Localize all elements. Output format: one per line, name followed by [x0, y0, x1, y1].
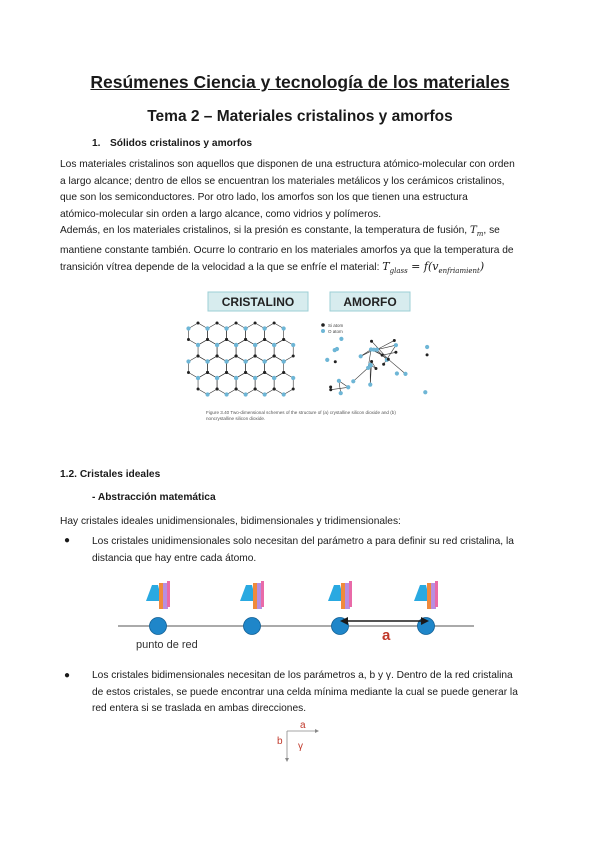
si-atom — [381, 354, 384, 357]
o-atom — [262, 326, 266, 330]
si-atom — [282, 338, 285, 341]
si-atom — [282, 371, 285, 374]
o-atom — [234, 376, 238, 380]
amorphous-bond — [377, 345, 396, 349]
section-2-heading: 1.2. Cristales ideales — [60, 469, 161, 480]
lattice-point — [244, 618, 261, 635]
o-atom — [368, 363, 372, 367]
si-atom — [394, 351, 397, 354]
one-dimensional-lattice-figure — [118, 578, 474, 658]
molecule-bar-pink — [349, 581, 352, 607]
o-atom — [263, 392, 267, 396]
tm-t: T — [469, 225, 477, 236]
paragraph-1-line: Los materiales cristalinos son aquellos que disponen de una estructura atómico-molecular con orden — [60, 159, 515, 170]
crystal-bond — [265, 323, 284, 345]
legend-si: Si atom — [328, 323, 344, 328]
si-atom — [235, 322, 238, 325]
si-atom — [273, 322, 276, 325]
si-atom — [370, 340, 373, 343]
si-atom — [216, 322, 219, 325]
si-atom — [393, 339, 396, 342]
o-atom — [224, 359, 228, 363]
o-atom — [253, 343, 257, 347]
paragraph-1-line: que son los semiconductores. Por otro lado, los amorfos son los que tienen una estructura — [60, 192, 468, 204]
bullet-1-line: Los cristales unidimensionales solo necesitan del parámetro a para definir su red cristalina, la — [92, 536, 514, 547]
si-atom — [197, 388, 200, 391]
o-atom — [225, 392, 229, 396]
crystal-bond — [198, 340, 217, 362]
si-atom — [235, 355, 238, 358]
si-atom — [329, 388, 332, 391]
o-atom — [359, 354, 363, 358]
crystal-bond — [217, 340, 236, 362]
amorphous-bond — [377, 340, 394, 349]
crystal-bond — [208, 323, 227, 345]
crystal-bond — [246, 356, 265, 378]
crystal-bond — [227, 356, 246, 378]
crystal-bond — [236, 373, 255, 395]
document-subtitle: Tema 2 – Materiales cristalinos y amorfos — [147, 108, 453, 125]
molecule-bar-pink — [435, 581, 438, 607]
bullet-1-text — [92, 534, 514, 567]
formula-t: T — [382, 260, 390, 274]
o-atom — [425, 345, 429, 349]
si-atom — [273, 388, 276, 391]
o-atom — [372, 348, 376, 352]
si-atom — [225, 338, 228, 341]
o-atom — [325, 358, 329, 362]
figure-1-caption: Figure 3.40 Two-dimensional schemes of the structure of (a) crystalline silicon dioxide and (b) noncrystalline silicon dioxide. — [206, 410, 396, 421]
formula-sub2: enfriamient — [438, 267, 480, 276]
si-atom — [197, 355, 200, 358]
o-atom — [282, 359, 286, 363]
label-crystalline: CRISTALINO — [221, 295, 295, 309]
si-atom — [370, 360, 373, 363]
si-atom — [263, 338, 266, 341]
lattice-point — [150, 618, 167, 635]
legend-dot-o — [321, 329, 325, 333]
axis-a-arrow — [315, 729, 319, 733]
o-atom — [186, 326, 190, 330]
paragraph-1-line: a largo alcance; dentro de ellos se encuentran los materiales metálicos y los cerámicos cristalinos, — [60, 175, 505, 187]
o-atom — [244, 392, 248, 396]
si-atom — [426, 353, 429, 356]
o-atom — [234, 343, 238, 347]
o-atom — [272, 376, 276, 380]
o-atom — [339, 337, 343, 341]
crystal-bond — [208, 356, 227, 378]
document-title: Resúmenes Ciencia y tecnología de los materiales — [90, 72, 510, 92]
o-atom — [205, 326, 209, 330]
crystal-bond — [274, 340, 293, 362]
param-a-label: a — [382, 627, 391, 644]
crystal-bond — [227, 323, 246, 345]
crystal-bond — [265, 356, 284, 378]
o-atom — [215, 343, 219, 347]
molecule-bar-pink — [261, 581, 264, 607]
si-atom — [216, 388, 219, 391]
si-atom — [235, 388, 238, 391]
crystal-bond — [188, 356, 207, 378]
paragraph-3: Hay cristales ideales unidimensionales, bidimensionales y tridimensionales: — [60, 516, 401, 527]
si-atom — [254, 355, 257, 358]
tm-symbol — [469, 225, 484, 239]
bullet-2-line: de estos cristales, se puede encontrar una celda mínima mediante la cual se puede generar la — [92, 686, 518, 698]
o-atom — [423, 390, 427, 394]
o-atom — [205, 392, 209, 396]
si-atom — [387, 358, 390, 361]
si-atom — [216, 355, 219, 358]
o-atom — [282, 392, 286, 396]
si-atom — [263, 371, 266, 374]
crystal-bond — [274, 373, 293, 395]
bullet-marker: ● — [64, 535, 71, 546]
section-2a-heading: - Abstracción matemática — [92, 492, 216, 503]
bullet-1-line: distancia que hay entre cada átomo. — [92, 552, 257, 564]
formula-eq: = f(v — [407, 260, 439, 274]
formula-close: ) — [479, 260, 485, 274]
paragraph-2-line — [60, 259, 514, 280]
o-atom — [291, 376, 295, 380]
formula-sub: glass — [389, 267, 408, 276]
si-atom — [254, 388, 257, 391]
o-atom — [282, 326, 286, 330]
section-1-heading: Sólidos cristalinos y amorfos — [110, 138, 253, 149]
si-atom — [374, 367, 377, 370]
gamma-label: γ — [298, 741, 303, 752]
paragraph-2-text: Además, en los materiales cristalinos, si la presión es constante, la temperatura de fusión, — [60, 225, 468, 236]
si-atom — [187, 338, 190, 341]
crystal-bond — [198, 373, 217, 395]
o-atom — [243, 359, 247, 363]
lattice-point-label: punto de red — [136, 639, 198, 651]
legend-dot-si — [321, 323, 325, 327]
paragraph-1-line: atómico-molecular sin orden a largo alcance, como vidrios y polímeros. — [60, 208, 382, 220]
si-atom — [225, 371, 228, 374]
si-atom — [334, 360, 337, 363]
bullet-2-line: Los cristales bidimensionales necesitan de los parámetros a, b y γ. Dentro de la red cristalina — [92, 670, 513, 681]
axis-b-arrow — [285, 758, 289, 762]
o-atom — [346, 385, 350, 389]
crystal-bond — [217, 373, 236, 395]
two-dimensional-cell-figure — [272, 718, 332, 768]
si-atom — [292, 355, 295, 358]
o-atom — [403, 372, 407, 376]
crystal-bond — [246, 323, 265, 345]
amorphous-network — [325, 337, 429, 395]
si-atom — [382, 363, 385, 366]
section-1-number: 1. — [92, 138, 101, 149]
si-atom — [329, 385, 332, 388]
label-amorphous: AMORFO — [343, 295, 397, 309]
molecule-bar-pink — [167, 581, 170, 607]
crystal-amorphous-figure — [180, 288, 460, 408]
o-atom — [243, 326, 247, 330]
o-atom — [368, 383, 372, 387]
o-atom — [339, 391, 343, 395]
si-atom — [206, 371, 209, 374]
o-atom — [272, 343, 276, 347]
amorphous-bond — [331, 387, 348, 389]
axis-a-label: a — [300, 720, 306, 731]
bullet-2-line: red entera si se traslada en ambas direcciones. — [92, 703, 307, 715]
o-atom — [351, 379, 355, 383]
o-atom — [215, 376, 219, 380]
o-atom — [224, 326, 228, 330]
crystal-bond — [255, 373, 274, 395]
o-atom — [337, 379, 341, 383]
o-atom — [262, 359, 266, 363]
crystal-bond — [255, 340, 274, 362]
paragraph-2-line — [60, 223, 514, 243]
si-atom — [206, 338, 209, 341]
tg-formula — [382, 260, 485, 276]
si-atom — [254, 322, 257, 325]
o-atom — [253, 376, 257, 380]
si-atom — [244, 371, 247, 374]
axis-b-label: b — [277, 736, 283, 747]
si-atom — [273, 355, 276, 358]
bullet-2-text — [92, 668, 518, 718]
tm-sub: m — [476, 230, 484, 239]
crystalline-network — [186, 322, 295, 397]
bullet-marker: ● — [64, 670, 71, 681]
o-atom — [196, 376, 200, 380]
o-atom — [186, 359, 190, 363]
paragraph-2-text: transición vítrea depende de la velocidad a la que se enfríe el material: — [60, 262, 380, 274]
si-atom — [244, 338, 247, 341]
o-atom — [335, 347, 339, 351]
paragraph-2-text-end: , se — [483, 225, 500, 236]
o-atom — [394, 343, 398, 347]
si-atom — [187, 371, 190, 374]
crystal-bond — [188, 323, 207, 345]
o-atom — [395, 371, 399, 375]
o-atom — [205, 359, 209, 363]
o-atom — [291, 343, 295, 347]
paragraph-2 — [60, 223, 514, 280]
paragraph-1 — [60, 157, 515, 223]
si-atom — [292, 388, 295, 391]
paragraph-2-line: mantiene constante también. Ocurre lo contrario en los materiales amorfos ya que la temperatura de — [60, 244, 514, 256]
o-atom — [196, 343, 200, 347]
crystal-bond — [236, 340, 255, 362]
si-atom — [197, 322, 200, 325]
legend-o: O atom — [328, 329, 343, 334]
